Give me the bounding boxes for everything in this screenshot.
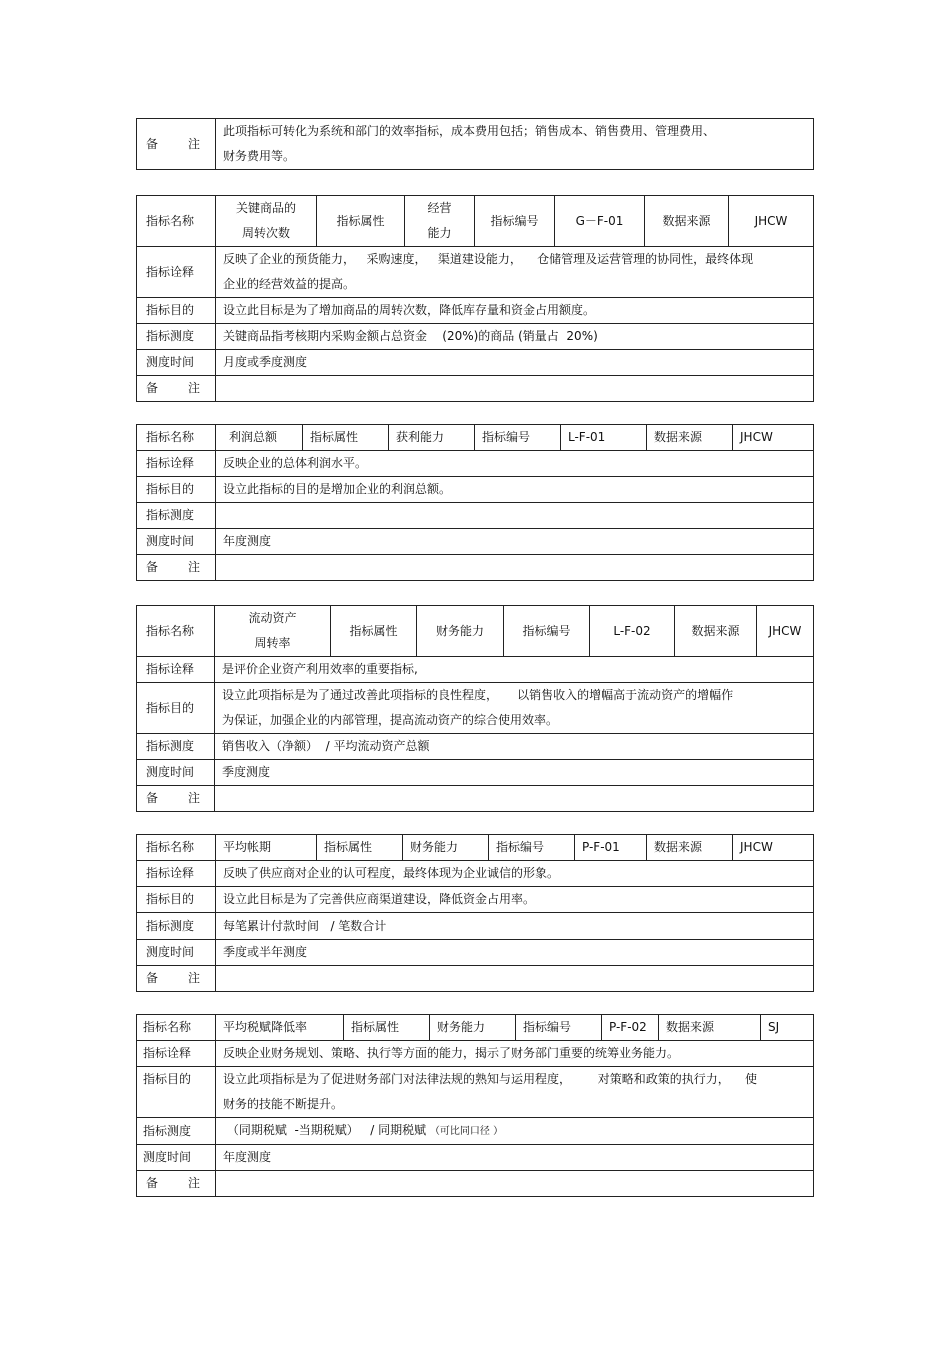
remark-label: 备 注 <box>137 555 216 581</box>
purpose-label: 指标目的 <box>137 1067 216 1118</box>
remark-value <box>216 555 814 581</box>
time-label: 测度时间 <box>137 760 215 786</box>
measure-label: 指标测度 <box>137 324 216 350</box>
measure-label: 指标测度 <box>137 734 215 760</box>
name-label: 指标名称 <box>137 196 216 247</box>
measure-note: （可比同口径 ） <box>429 1126 504 1137</box>
code-label: 指标编号 <box>475 425 561 451</box>
interp-label: 指标诠释 <box>137 247 216 298</box>
purpose-label: 指标目的 <box>137 298 216 324</box>
remark-label <box>137 119 216 170</box>
measure-value: 销售收入（净额） / 平均流动资产总额 <box>215 734 814 760</box>
indicator-table-profit <box>136 424 814 581</box>
name-value: 关键商品的 周转次数 <box>216 196 317 247</box>
code-label: 指标编号 <box>504 606 590 657</box>
indicator-table-payment-period <box>136 834 814 992</box>
time-label: 测度时间 <box>137 940 216 966</box>
interp-value: 反映企业财务规划、策略、执行等方面的能力，揭示了财务部门重要的统筹业务能力。 <box>216 1041 814 1067</box>
time-value: 年度测度 <box>216 529 814 555</box>
interp-label: 指标诠释 <box>137 451 216 477</box>
name-value: 流动资产 周转率 <box>215 606 331 657</box>
indicator-table-tax-reduction <box>136 1014 814 1197</box>
remark-label: 备 注 <box>137 1171 216 1197</box>
interp-value: 反映企业的总体利润水平。 <box>216 451 814 477</box>
purpose-value: 设立此项指标是为了促进财务部门对法律法规的熟知与运用程度， 对策略和政策的执行力， 使 财务的技能不断提升。 <box>216 1067 814 1118</box>
measure-value <box>216 503 814 529</box>
source-label: 数据来源 <box>659 1015 761 1041</box>
name-value: 平均税赋降低率 <box>216 1015 344 1041</box>
attr-value: 财务能力 <box>417 606 504 657</box>
attr-value: 获利能力 <box>389 425 475 451</box>
measure-label: 指标测度 <box>137 1118 216 1145</box>
name-value: 平均帐期 <box>216 835 317 861</box>
source-label: 数据来源 <box>675 606 757 657</box>
source-label: 数据来源 <box>645 196 729 247</box>
purpose-value: 设立此指标的目的是增加企业的利润总额。 <box>216 477 814 503</box>
time-value: 月度或季度测度 <box>216 350 814 376</box>
remark-value <box>215 786 814 812</box>
source-value: JHCW <box>757 606 814 657</box>
remark-value: 此项指标可转化为系统和部门的效率指标，成本费用包括；销售成本、销售费用、管理费用、 财务费用等。 <box>216 119 814 170</box>
measure-label: 指标测度 <box>137 913 216 940</box>
measure-value: 关键商品指考核期内采购金额占总资金 (20%)的商品 (销量占 20%) <box>216 324 814 350</box>
interp-label: 指标诠释 <box>137 657 215 683</box>
time-value: 年度测度 <box>216 1145 814 1171</box>
remark-label: 备 注 <box>137 376 216 402</box>
remark-value <box>216 376 814 402</box>
code-value: L-F-01 <box>561 425 647 451</box>
code-label: 指标编号 <box>475 196 555 247</box>
remark-table-cost <box>136 118 814 170</box>
attr-label: 指标属性 <box>317 835 403 861</box>
remark-label: 备 注 <box>137 786 215 812</box>
interp-label: 指标诠释 <box>137 861 216 887</box>
measure-value: （同期税赋 -当期税赋） / 同期税赋 （可比同口径 ） <box>216 1118 814 1145</box>
name-label: 指标名称 <box>137 1015 216 1041</box>
source-label: 数据来源 <box>647 835 733 861</box>
purpose-label: 指标目的 <box>137 683 215 734</box>
interp-value: 是评价企业资产利用效率的重要指标, <box>215 657 814 683</box>
attr-label: 指标属性 <box>303 425 389 451</box>
time-label: 测度时间 <box>137 1145 216 1171</box>
attr-value: 财务能力 <box>430 1015 516 1041</box>
attr-label: 指标属性 <box>331 606 417 657</box>
attr-value: 经营 能力 <box>405 196 475 247</box>
name-value: 利润总额 <box>216 425 303 451</box>
name-label: 指标名称 <box>137 606 215 657</box>
remark-value <box>216 1171 814 1197</box>
remark-label: 备 注 <box>137 966 216 992</box>
measure-label: 指标测度 <box>137 503 216 529</box>
code-label: 指标编号 <box>516 1015 602 1041</box>
source-value: JHCW <box>733 425 814 451</box>
source-value: JHCW <box>733 835 814 861</box>
time-label: 测度时间 <box>137 529 216 555</box>
purpose-label: 指标目的 <box>137 887 216 913</box>
purpose-value: 设立此项指标是为了通过改善此项指标的良性程度， 以销售收入的增幅高于流动资产的增幅作 为保证，加强企业的内部管理，提高流动资产的综合使用效率。 <box>215 683 814 734</box>
purpose-value: 设立此目标是为了完善供应商渠道建设，降低资金占用率。 <box>216 887 814 913</box>
time-value: 季度或半年测度 <box>216 940 814 966</box>
attr-label: 指标属性 <box>317 196 405 247</box>
attr-value: 财务能力 <box>403 835 489 861</box>
code-value: G－F-01 <box>555 196 645 247</box>
name-label: 指标名称 <box>137 425 216 451</box>
indicator-table-turnover <box>136 195 814 402</box>
time-label: 测度时间 <box>137 350 216 376</box>
purpose-value: 设立此目标是为了增加商品的周转次数，降低库存量和资金占用额度。 <box>216 298 814 324</box>
attr-label: 指标属性 <box>344 1015 430 1041</box>
indicator-table-current-assets <box>136 605 814 812</box>
source-value: SJ <box>761 1015 814 1041</box>
measure-value: 每笔累计付款时间 / 笔数合计 <box>216 913 814 940</box>
source-label: 数据来源 <box>647 425 733 451</box>
purpose-label: 指标目的 <box>137 477 216 503</box>
code-value: P-F-01 <box>575 835 647 861</box>
name-label: 指标名称 <box>137 835 216 861</box>
remark-label-char2: 注 <box>188 136 201 151</box>
code-label: 指标编号 <box>489 835 575 861</box>
remark-value <box>216 966 814 992</box>
interp-label: 指标诠释 <box>137 1041 216 1067</box>
time-value: 季度测度 <box>215 760 814 786</box>
code-value: P-F-02 <box>602 1015 659 1041</box>
interp-value: 反映了供应商对企业的认可程度，最终体现为企业诚信的形象。 <box>216 861 814 887</box>
code-value: L-F-02 <box>590 606 675 657</box>
source-value: JHCW <box>729 196 814 247</box>
interp-value: 反映了企业的预货能力， 采购速度， 渠道建设能力， 仓储管理及运营管理的协同性，最终体现 企业的经营效益的提高。 <box>216 247 814 298</box>
remark-label-char1: 备 <box>146 136 159 151</box>
